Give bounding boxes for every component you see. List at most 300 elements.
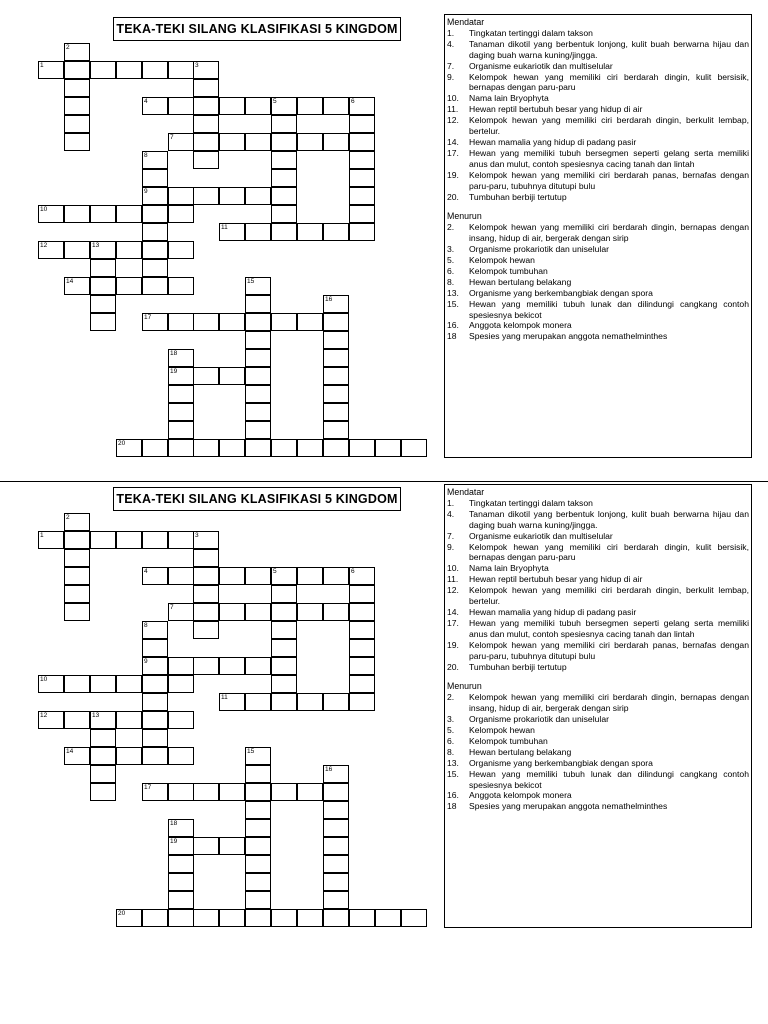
crossword-cell[interactable] bbox=[193, 115, 219, 133]
crossword-cell[interactable] bbox=[168, 277, 194, 295]
crossword-cell[interactable] bbox=[168, 313, 194, 331]
crossword-cell[interactable] bbox=[323, 133, 349, 151]
crossword-cell[interactable] bbox=[297, 693, 323, 711]
crossword-cell[interactable] bbox=[349, 151, 375, 169]
crossword-cell[interactable] bbox=[245, 909, 271, 927]
mendatar-clue bbox=[447, 607, 749, 618]
crossword-cell[interactable] bbox=[168, 909, 194, 927]
crossword-cell[interactable] bbox=[245, 313, 271, 331]
menurun-clue bbox=[447, 331, 749, 342]
crossword-cell[interactable] bbox=[90, 531, 116, 549]
clue-number: 3. bbox=[447, 714, 455, 725]
crossword-cell[interactable] bbox=[219, 133, 245, 151]
clue-number: 19. bbox=[447, 639, 459, 650]
crossword-cell[interactable] bbox=[245, 891, 271, 909]
crossword-cell[interactable] bbox=[297, 133, 323, 151]
crossword-cell[interactable] bbox=[168, 891, 194, 909]
crossword-cell[interactable] bbox=[245, 295, 271, 313]
crossword-cell[interactable] bbox=[219, 367, 245, 385]
crossword-cell[interactable] bbox=[271, 783, 297, 801]
menurun-clue bbox=[447, 736, 749, 747]
crossword-cell[interactable] bbox=[142, 747, 168, 765]
crossword-cell[interactable] bbox=[64, 567, 90, 585]
crossword-cell[interactable] bbox=[168, 711, 194, 729]
crossword-cell[interactable] bbox=[323, 439, 349, 457]
crossword-cell[interactable] bbox=[193, 909, 219, 927]
crossword-cell[interactable] bbox=[323, 349, 349, 367]
crossword-cell[interactable] bbox=[271, 567, 297, 585]
crossword-cell[interactable] bbox=[323, 693, 349, 711]
crossword-cell[interactable] bbox=[142, 313, 168, 331]
mendatar-clue bbox=[447, 72, 749, 94]
crossword-cell[interactable] bbox=[193, 621, 219, 639]
crossword-cell[interactable] bbox=[323, 909, 349, 927]
clue-number: 7. bbox=[447, 60, 455, 71]
mendatar-clue bbox=[447, 542, 749, 564]
menurun-clue bbox=[447, 747, 749, 758]
crossword-cell[interactable] bbox=[90, 205, 116, 223]
crossword-cell[interactable] bbox=[90, 313, 116, 331]
crossword-cell[interactable] bbox=[168, 187, 194, 205]
crossword-cell[interactable] bbox=[38, 241, 64, 259]
crossword-cell[interactable] bbox=[349, 187, 375, 205]
crossword-cell[interactable] bbox=[349, 169, 375, 187]
clue-text: Kelompok hewan yang memiliki ciri berdarah dingin, berkulit lembap, bertelur. bbox=[469, 585, 749, 607]
crossword-cell[interactable] bbox=[193, 133, 219, 151]
crossword-cell[interactable] bbox=[116, 61, 142, 79]
crossword-cell[interactable] bbox=[90, 295, 116, 313]
clue-number-label: 11 bbox=[221, 224, 228, 231]
crossword-cell[interactable] bbox=[323, 801, 349, 819]
crossword-cell[interactable] bbox=[245, 367, 271, 385]
clue-text: Organisme prokariotik dan uniselular bbox=[469, 714, 609, 725]
crossword-cell[interactable] bbox=[90, 729, 116, 747]
crossword-cell[interactable] bbox=[90, 277, 116, 295]
crossword-cell[interactable] bbox=[116, 439, 142, 457]
crossword-cell[interactable] bbox=[168, 783, 194, 801]
crossword-cell[interactable] bbox=[193, 783, 219, 801]
crossword-cell[interactable] bbox=[64, 277, 90, 295]
crossword-cell[interactable] bbox=[142, 531, 168, 549]
clue-text: Organisme eukariotik dan multiselular bbox=[469, 60, 613, 71]
crossword-cell[interactable] bbox=[349, 133, 375, 151]
crossword-cell[interactable] bbox=[271, 115, 297, 133]
crossword-cell[interactable] bbox=[142, 97, 168, 115]
crossword-cell[interactable] bbox=[323, 421, 349, 439]
crossword-cell[interactable] bbox=[245, 385, 271, 403]
crossword-cell[interactable] bbox=[142, 783, 168, 801]
crossword-cell[interactable] bbox=[323, 855, 349, 873]
crossword-cell[interactable] bbox=[168, 403, 194, 421]
crossword-cell[interactable] bbox=[245, 567, 271, 585]
crossword-cell[interactable] bbox=[219, 837, 245, 855]
crossword-cell[interactable] bbox=[64, 549, 90, 567]
crossword-cell[interactable] bbox=[219, 313, 245, 331]
crossword-cell[interactable] bbox=[401, 439, 427, 457]
crossword-cell[interactable] bbox=[349, 621, 375, 639]
crossword-cell[interactable] bbox=[219, 657, 245, 675]
crossword-cell[interactable] bbox=[116, 909, 142, 927]
clue-number-label: 13 bbox=[92, 712, 100, 719]
crossword-cell[interactable] bbox=[323, 819, 349, 837]
clue-number-label: 20 bbox=[118, 440, 126, 447]
crossword-cell[interactable] bbox=[245, 403, 271, 421]
crossword-cell[interactable] bbox=[271, 97, 297, 115]
crossword-cell[interactable] bbox=[323, 331, 349, 349]
crossword-cell[interactable] bbox=[219, 97, 245, 115]
crossword-cell[interactable] bbox=[168, 657, 194, 675]
crossword-cell[interactable] bbox=[90, 747, 116, 765]
crossword-cell[interactable] bbox=[271, 187, 297, 205]
crossword-cell[interactable] bbox=[193, 585, 219, 603]
crossword-cell[interactable] bbox=[297, 567, 323, 585]
crossword-cell[interactable] bbox=[193, 61, 219, 79]
crossword-cell[interactable] bbox=[401, 909, 427, 927]
crossword-cell[interactable] bbox=[349, 603, 375, 621]
mendatar-clue bbox=[447, 662, 749, 673]
crossword-cell[interactable] bbox=[271, 639, 297, 657]
crossword-cell[interactable] bbox=[297, 783, 323, 801]
crossword-cell[interactable] bbox=[38, 675, 64, 693]
crossword-cell[interactable] bbox=[38, 61, 64, 79]
crossword-cell[interactable] bbox=[90, 241, 116, 259]
crossword-cell[interactable] bbox=[64, 61, 90, 79]
crossword-cell[interactable] bbox=[142, 187, 168, 205]
menurun-heading: Menurun bbox=[447, 211, 482, 222]
crossword-cell[interactable] bbox=[219, 603, 245, 621]
crossword-cell[interactable] bbox=[168, 385, 194, 403]
crossword-cell[interactable] bbox=[349, 439, 375, 457]
crossword-cell[interactable] bbox=[142, 205, 168, 223]
crossword-cell[interactable] bbox=[193, 567, 219, 585]
crossword-cell[interactable] bbox=[271, 169, 297, 187]
crossword-cell[interactable] bbox=[349, 223, 375, 241]
crossword-cell[interactable] bbox=[245, 331, 271, 349]
crossword-cell[interactable] bbox=[219, 187, 245, 205]
crossword-cell[interactable] bbox=[116, 531, 142, 549]
crossword-cell[interactable] bbox=[142, 729, 168, 747]
crossword-cell[interactable] bbox=[323, 837, 349, 855]
crossword-cell[interactable] bbox=[64, 43, 90, 61]
crossword-cell[interactable] bbox=[271, 621, 297, 639]
crossword-cell[interactable] bbox=[116, 205, 142, 223]
clue-number-label: 11 bbox=[221, 694, 228, 701]
crossword-cell[interactable] bbox=[142, 621, 168, 639]
clue-text: Kelompok hewan bbox=[469, 255, 535, 266]
crossword-cell[interactable] bbox=[142, 439, 168, 457]
crossword-cell[interactable] bbox=[271, 151, 297, 169]
crossword-cell[interactable] bbox=[38, 531, 64, 549]
crossword-cell[interactable] bbox=[168, 531, 194, 549]
crossword-cell[interactable] bbox=[323, 765, 349, 783]
crossword-cell[interactable] bbox=[116, 711, 142, 729]
crossword-cell[interactable] bbox=[142, 711, 168, 729]
clue-text: Nama lain Bryophyta bbox=[469, 563, 549, 574]
crossword-cell[interactable] bbox=[297, 603, 323, 621]
clue-text: Organisme eukariotik dan multiselular bbox=[469, 530, 613, 541]
crossword-cell[interactable] bbox=[64, 585, 90, 603]
crossword-cell[interactable] bbox=[168, 241, 194, 259]
crossword-cell[interactable] bbox=[349, 693, 375, 711]
crossword-cell[interactable] bbox=[193, 151, 219, 169]
crossword-cell[interactable] bbox=[323, 223, 349, 241]
crossword-cell[interactable] bbox=[271, 439, 297, 457]
crossword-cell[interactable] bbox=[219, 909, 245, 927]
crossword-cell[interactable] bbox=[245, 855, 271, 873]
crossword-cell[interactable] bbox=[349, 657, 375, 675]
clue-number-label: 18 bbox=[170, 820, 178, 827]
crossword-grid bbox=[0, 470, 440, 940]
crossword-cell[interactable] bbox=[245, 223, 271, 241]
crossword-cell[interactable] bbox=[90, 765, 116, 783]
menurun-clue bbox=[447, 758, 749, 769]
clue-number: 16. bbox=[447, 320, 459, 331]
clue-number: 11. bbox=[447, 574, 459, 585]
crossword-cell[interactable] bbox=[349, 585, 375, 603]
mendatar-clue bbox=[447, 509, 749, 531]
crossword-cell[interactable] bbox=[271, 585, 297, 603]
crossword-cell[interactable] bbox=[323, 891, 349, 909]
crossword-cell[interactable] bbox=[271, 223, 297, 241]
crossword-cell[interactable] bbox=[323, 873, 349, 891]
crossword-cell[interactable] bbox=[245, 603, 271, 621]
crossword-cell[interactable] bbox=[168, 421, 194, 439]
crossword-cell[interactable] bbox=[64, 675, 90, 693]
crossword-cell[interactable] bbox=[245, 765, 271, 783]
crossword-cell[interactable] bbox=[245, 349, 271, 367]
crossword-cell[interactable] bbox=[323, 403, 349, 421]
crossword-cell[interactable] bbox=[168, 205, 194, 223]
crossword-cell[interactable] bbox=[168, 873, 194, 891]
crossword-cell[interactable] bbox=[64, 531, 90, 549]
crossword-cell[interactable] bbox=[168, 367, 194, 385]
crossword-cell[interactable] bbox=[245, 783, 271, 801]
clue-text: Kelompok hewan yang memiliki ciri berdarah dingin, berkulit lembap, bertelur. bbox=[469, 115, 749, 137]
crossword-cell[interactable] bbox=[297, 313, 323, 331]
crossword-cell[interactable] bbox=[168, 837, 194, 855]
crossword-cell[interactable] bbox=[116, 241, 142, 259]
crossword-cell[interactable] bbox=[64, 115, 90, 133]
crossword-cell[interactable] bbox=[64, 603, 90, 621]
crossword-cell[interactable] bbox=[271, 909, 297, 927]
crossword-cell[interactable] bbox=[142, 169, 168, 187]
crossword-cell[interactable] bbox=[193, 549, 219, 567]
clue-number-label: 1 bbox=[40, 532, 44, 539]
crossword-cell[interactable] bbox=[90, 783, 116, 801]
clue-text: Anggota kelompok monera bbox=[469, 320, 572, 331]
clue-number-label: 10 bbox=[40, 206, 48, 213]
crossword-cell[interactable] bbox=[193, 313, 219, 331]
mendatar-clue bbox=[447, 104, 749, 115]
crossword-cell[interactable] bbox=[323, 295, 349, 313]
crossword-cell[interactable] bbox=[219, 693, 245, 711]
crossword-cell[interactable] bbox=[245, 187, 271, 205]
crossword-cell[interactable] bbox=[90, 61, 116, 79]
clue-number-label: 7 bbox=[170, 134, 174, 141]
crossword-cell[interactable] bbox=[323, 603, 349, 621]
crossword-cell[interactable] bbox=[245, 873, 271, 891]
crossword-cell[interactable] bbox=[64, 513, 90, 531]
crossword-cell[interactable] bbox=[64, 97, 90, 115]
menurun-clue bbox=[447, 244, 749, 255]
crossword-cell[interactable] bbox=[168, 747, 194, 765]
crossword-cell[interactable] bbox=[38, 711, 64, 729]
crossword-cell[interactable] bbox=[193, 439, 219, 457]
crossword-cell[interactable] bbox=[323, 313, 349, 331]
mendatar-clue bbox=[447, 563, 749, 574]
crossword-cell[interactable] bbox=[245, 801, 271, 819]
crossword-cell[interactable] bbox=[349, 909, 375, 927]
crossword-cell[interactable] bbox=[219, 783, 245, 801]
crossword-cell[interactable] bbox=[168, 603, 194, 621]
crossword-cell[interactable] bbox=[245, 747, 271, 765]
clue-number-label: 16 bbox=[325, 766, 333, 773]
clue-number: 15. bbox=[447, 768, 459, 779]
crossword-cell[interactable] bbox=[168, 855, 194, 873]
crossword-cell[interactable] bbox=[168, 567, 194, 585]
crossword-cell[interactable] bbox=[193, 603, 219, 621]
clue-text: Hewan yang memiliki tubuh lunak dan dilindungi cangkang contoh spesiesnya bekicot bbox=[469, 768, 749, 790]
clue-text: Tingkatan tertinggi dalam takson bbox=[469, 27, 593, 38]
crossword-cell[interactable] bbox=[271, 675, 297, 693]
crossword-cell[interactable] bbox=[142, 259, 168, 277]
crossword-cell[interactable] bbox=[142, 241, 168, 259]
crossword-cell[interactable] bbox=[297, 97, 323, 115]
clue-text: Hewan yang memiliki tubuh bersegmen seperti gelang serta memiliki anus dan mulut, contoh spesiesnya cacing tanah dan lintah bbox=[469, 617, 749, 639]
clue-number: 4. bbox=[447, 38, 455, 49]
crossword-cell[interactable] bbox=[323, 783, 349, 801]
clue-number-label: 3 bbox=[195, 532, 199, 539]
menurun-clue bbox=[447, 299, 749, 321]
crossword-cell[interactable] bbox=[271, 603, 297, 621]
crossword-cell[interactable] bbox=[271, 205, 297, 223]
crossword-cell[interactable] bbox=[271, 657, 297, 675]
crossword-cell[interactable] bbox=[349, 97, 375, 115]
clue-number: 2. bbox=[447, 692, 455, 703]
crossword-cell[interactable] bbox=[323, 567, 349, 585]
clue-number-label: 12 bbox=[40, 712, 48, 719]
crossword-cell[interactable] bbox=[349, 675, 375, 693]
crossword-cell[interactable] bbox=[64, 133, 90, 151]
crossword-cell[interactable] bbox=[323, 367, 349, 385]
crossword-cell[interactable] bbox=[142, 657, 168, 675]
crossword-cell[interactable] bbox=[64, 205, 90, 223]
crossword-cell[interactable] bbox=[142, 693, 168, 711]
mendatar-clue bbox=[447, 93, 749, 104]
crossword-cell[interactable] bbox=[245, 693, 271, 711]
crossword-cell[interactable] bbox=[375, 439, 401, 457]
crossword-cell[interactable] bbox=[245, 439, 271, 457]
crossword-cell[interactable] bbox=[245, 837, 271, 855]
crossword-cell[interactable] bbox=[142, 909, 168, 927]
clue-text: Kelompok hewan yang memiliki ciri berdarah dingin, kulit bersisik, bernapas dengan paru-paru bbox=[469, 541, 749, 563]
crossword-cell[interactable] bbox=[116, 675, 142, 693]
crossword-cell[interactable] bbox=[142, 151, 168, 169]
crossword-cell[interactable] bbox=[245, 97, 271, 115]
menurun-clue bbox=[447, 692, 749, 714]
crossword-cell[interactable] bbox=[349, 205, 375, 223]
clue-number-label: 16 bbox=[325, 296, 333, 303]
clue-number-label: 6 bbox=[351, 568, 355, 575]
crossword-cell[interactable] bbox=[193, 837, 219, 855]
crossword-cell[interactable] bbox=[168, 349, 194, 367]
crossword-cell[interactable] bbox=[64, 711, 90, 729]
crossword-cell[interactable] bbox=[349, 567, 375, 585]
clue-text: Kelompok hewan yang memiliki ciri berdarah dingin, bernapas dengan insang, hidup di air, bergerak dengan sirip bbox=[469, 222, 749, 244]
clue-number-label: 19 bbox=[170, 838, 178, 845]
crossword-cell[interactable] bbox=[219, 567, 245, 585]
clue-text: Kelompok hewan bbox=[469, 725, 535, 736]
crossword-cell[interactable] bbox=[193, 187, 219, 205]
crossword-cell[interactable] bbox=[168, 819, 194, 837]
crossword-cell[interactable] bbox=[142, 61, 168, 79]
crossword-cell[interactable] bbox=[142, 639, 168, 657]
crossword-cell[interactable] bbox=[168, 439, 194, 457]
crossword-cell[interactable] bbox=[245, 819, 271, 837]
crossword-cell[interactable] bbox=[219, 439, 245, 457]
crossword-cell[interactable] bbox=[245, 421, 271, 439]
crossword-cell[interactable] bbox=[90, 675, 116, 693]
crossword-cell[interactable] bbox=[193, 97, 219, 115]
clue-number: 20. bbox=[447, 661, 459, 672]
crossword-cell[interactable] bbox=[38, 205, 64, 223]
crossword-cell[interactable] bbox=[142, 675, 168, 693]
crossword-cell[interactable] bbox=[116, 747, 142, 765]
puzzle-sheet-top bbox=[0, 0, 768, 470]
mendatar-clue bbox=[447, 618, 749, 640]
crossword-cell[interactable] bbox=[116, 277, 142, 295]
crossword-cell[interactable] bbox=[271, 313, 297, 331]
crossword-cell[interactable] bbox=[349, 639, 375, 657]
crossword-cell[interactable] bbox=[64, 79, 90, 97]
crossword-cell[interactable] bbox=[142, 567, 168, 585]
crossword-cell[interactable] bbox=[219, 223, 245, 241]
crossword-cell[interactable] bbox=[193, 367, 219, 385]
clue-number-label: 6 bbox=[351, 98, 355, 105]
crossword-cell[interactable] bbox=[245, 133, 271, 151]
crossword-cell[interactable] bbox=[271, 133, 297, 151]
crossword-cell[interactable] bbox=[245, 277, 271, 295]
crossword-cell[interactable] bbox=[64, 747, 90, 765]
crossword-cell[interactable] bbox=[193, 657, 219, 675]
clue-number-label: 20 bbox=[118, 910, 126, 917]
crossword-cell[interactable] bbox=[193, 531, 219, 549]
crossword-cell[interactable] bbox=[90, 259, 116, 277]
clue-number: 12. bbox=[447, 115, 459, 126]
crossword-cell[interactable] bbox=[90, 711, 116, 729]
crossword-cell[interactable] bbox=[297, 439, 323, 457]
crossword-cell[interactable] bbox=[142, 277, 168, 295]
clue-number: 8. bbox=[447, 746, 455, 757]
crossword-cell[interactable] bbox=[271, 693, 297, 711]
crossword-cell[interactable] bbox=[168, 133, 194, 151]
crossword-cell[interactable] bbox=[168, 97, 194, 115]
crossword-cell[interactable] bbox=[245, 657, 271, 675]
menurun-clue bbox=[447, 222, 749, 244]
crossword-cell[interactable] bbox=[375, 909, 401, 927]
crossword-cell[interactable] bbox=[193, 79, 219, 97]
crossword-cell[interactable] bbox=[297, 909, 323, 927]
crossword-cell[interactable] bbox=[168, 675, 194, 693]
crossword-cell[interactable] bbox=[349, 115, 375, 133]
crossword-cell[interactable] bbox=[323, 97, 349, 115]
clue-number-label: 9 bbox=[144, 658, 148, 665]
crossword-cell[interactable] bbox=[168, 61, 194, 79]
crossword-cell[interactable] bbox=[323, 385, 349, 403]
crossword-cell[interactable] bbox=[142, 223, 168, 241]
crossword-cell[interactable] bbox=[297, 223, 323, 241]
crossword-cell[interactable] bbox=[64, 241, 90, 259]
